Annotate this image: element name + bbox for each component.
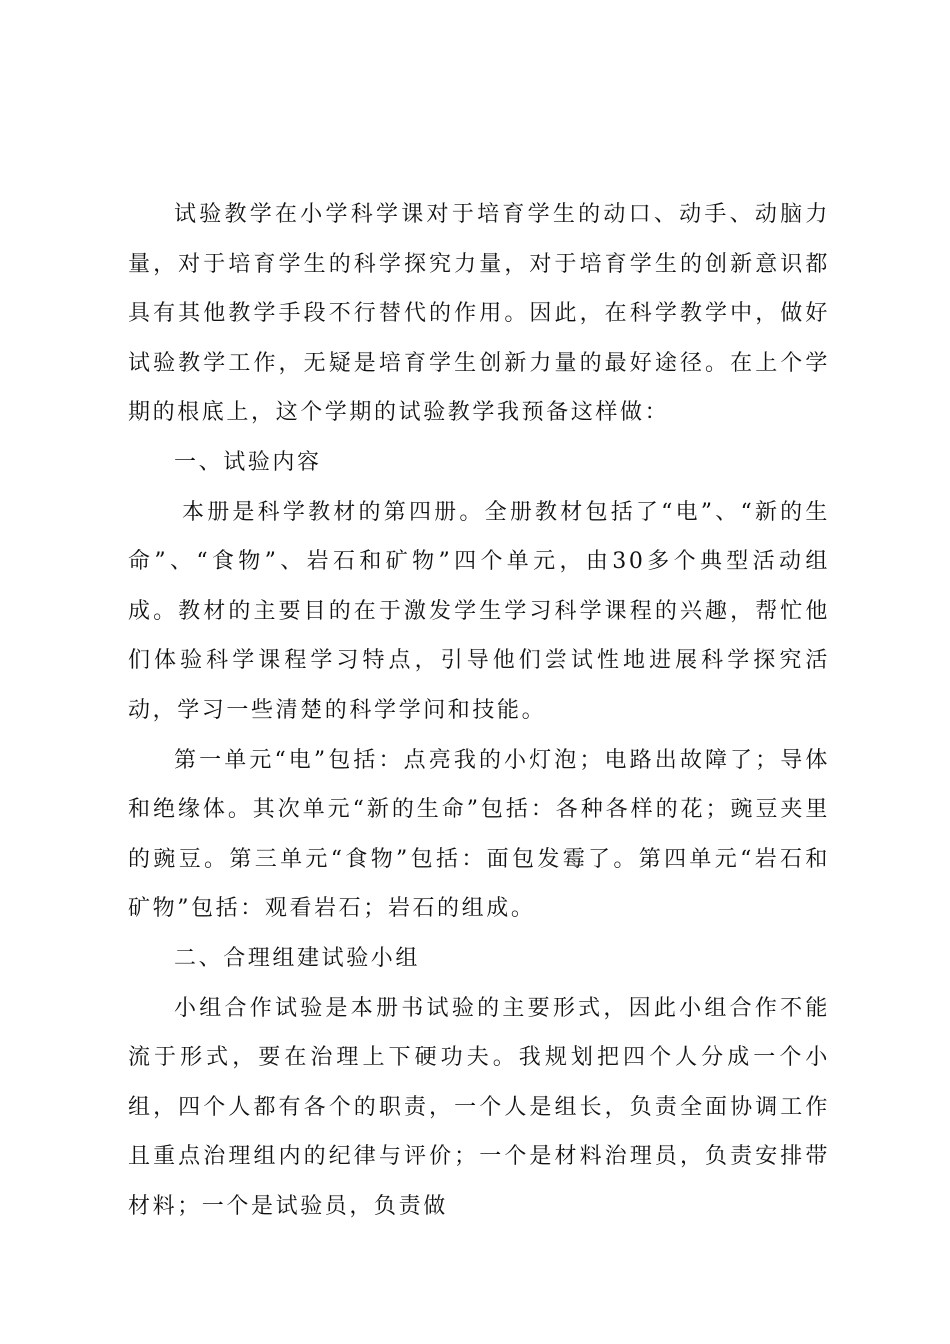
section-heading-experiment-content: 一、试验内容 [174, 449, 322, 475]
document-body [128, 190, 830, 1231]
paragraph-group-roles: 小组合作试验是本册书试验的主要形式，因此小组合作不能流于形式，要在治理上下硬功夫。我规划把四个人分成一个小组，四个人都有各个的职责，一个人是组长，负责全面协调工作且重点治理组内的纪律与评价；一个是材料治理员，负责安排带材料；一个是试验员，负责做 [128, 995, 830, 1219]
paragraph-unit-contents: 第一单元“电”包括：点亮我的小灯泡；电路出故障了；导体和绝缘体。其次单元“新的生命”包括：各种各样的花；豌豆夹里的豌豆。第三单元“食物”包括：面包发霉了。第四单元“岩石和矿物”包括：观看岩石；岩石的组成。 [128, 747, 830, 922]
paragraph-intro: 试验教学在小学科学课对于培育学生的动口、动手、动脑力量，对于培育学生的科学探究力量，对于培育学生的创新意识都具有其他教学手段不行替代的作用。因此，在科学教学中，做好试验教学工作，无疑是培育学生创新力量的最好途径。在上个学期的根底上，这个学期的试验教学我预备这样做： [128, 202, 830, 426]
section-heading-group-organization: 二、合理组建试验小组 [174, 945, 421, 971]
paragraph-textbook-overview: 本册是科学教材的第四册。全册教材包括了“电”、“新的生命”、“食物”、岩石和矿物”四个单元，由30多个典型活动组成。教材的主要目的在于激发学生学习科学课程的兴趣，帮忙他们体验科学课程学习特点，引导他们尝试性地进展科学探究活动，学习一些清楚的科学学问和技能。 [128, 499, 830, 723]
